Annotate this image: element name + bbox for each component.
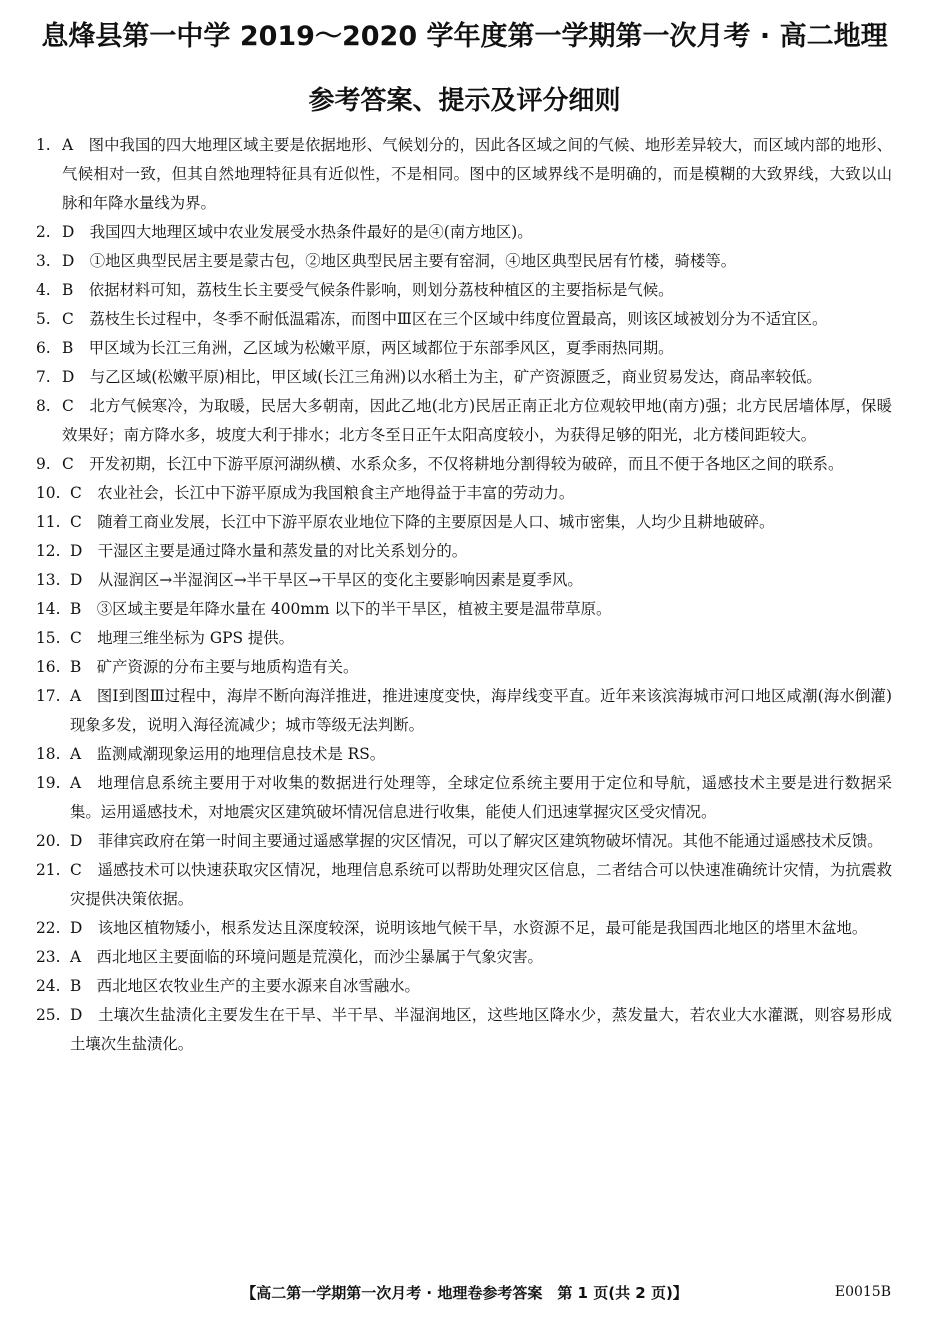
answer-item [36,334,892,363]
answer-item [36,218,892,247]
answer-explanation: 我国四大地理区域中农业发展受水热条件最好的是④(南方地区)。 [89,223,533,241]
answer-explanation: 开发初期，长江中下游平原河湖纵横、水系众多，不仅将耕地分割得较为破碎，而且不便于各地区之间的联系。 [89,455,844,473]
answer-explanation: 图Ⅰ到图Ⅲ过程中，海岸不断向海洋推进，推进速度变快，海岸线变平直。近年来该滨海城市河口地区咸潮(海水倒灌)现象多发，说明入海径流减少；城市等级无法判断。 [70,687,892,734]
answer-explanation: 西北地区主要面临的环境问题是荒漠化，而沙尘暴属于气象灾害。 [96,948,543,966]
page-footer: 【高二第一学期第一次月考 · 地理卷参考答案 第 1 页(共 2 页)】 [241,1284,688,1302]
answer-choice: B [62,281,74,299]
answer-number: 7. [36,368,51,386]
answer-item [36,856,892,914]
answer-explanation: 与乙区域(松嫩平原)相比，甲区域(长江三角洲)以水稻土为主，矿产资源匮乏，商业贸易发达，商品率较低。 [89,368,822,386]
page-title: 息烽县第一中学 2019～2020 学年度第一学期第一次月考 · 高二地理 [41,21,888,52]
answer-number: 23. [36,948,61,966]
answer-item [36,392,892,450]
answer-choice: C [62,455,74,473]
answer-explanation: ①地区典型民居主要是蒙古包，②地区典型民居主要有窑洞，④地区典型民居有竹楼，骑楼等。 [89,252,737,270]
answer-number: 22. [36,919,61,937]
answer-number: 1. [36,136,51,154]
answer-item [36,131,892,218]
answer-choice: A [70,774,82,792]
answer-choice: C [62,397,74,415]
answer-choice: D [70,919,83,937]
answer-item [36,740,892,769]
answer-item [36,914,892,943]
answer-number: 9. [36,455,51,473]
answer-number: 20. [36,832,61,850]
answer-explanation: 甲区域为长江三角洲，乙区域为松嫩平原，两区域都位于东部季风区，夏季雨热同期。 [88,339,674,357]
answer-choice: B [70,977,82,995]
answer-choice: C [62,310,74,328]
answer-explanation: ③区域主要是年降水量在 400mm 以下的半干旱区，植被主要是温带草原。 [96,600,612,618]
answer-item [36,450,892,479]
answer-choice: A [70,948,82,966]
answer-number: 14. [36,600,61,618]
answer-explanation: 荔枝生长过程中，冬季不耐低温霜冻，而图中Ⅲ区在三个区域中纬度位置最高，则该区域被划分为不适宜区。 [89,310,828,328]
answer-choice: D [62,368,75,386]
answer-explanation: 地理三维坐标为 GPS 提供。 [97,629,295,647]
answer-explanation: 地理信息系统主要用于对收集的数据进行处理等，全球定位系统主要用于定位和导航，遥感技术主要是进行数据采集。运用遥感技术，对地震灾区建筑破坏情况信息进行收集，能使人们迅速掌握灾区受灾情况。 [70,774,892,821]
answer-number: 5. [36,310,51,328]
answer-number: 17. [36,687,61,705]
answer-choice: C [70,861,82,879]
answer-number: 21. [36,861,61,879]
answer-explanation: 西北地区农牧业生产的主要水源来自冰雪融水。 [96,977,420,995]
answer-choice: D [70,571,83,589]
answer-number: 4. [36,281,51,299]
answer-number: 11. [36,513,61,531]
answer-choice: D [70,832,83,850]
answer-item [36,972,892,1001]
answer-choice: A [62,136,74,154]
answer-item [36,508,892,537]
answer-number: 18. [36,745,61,763]
answer-item [36,595,892,624]
answer-number: 2. [36,223,51,241]
answer-item [36,769,892,827]
answer-choice: A [70,745,82,763]
answer-choice: A [70,687,82,705]
answer-item [36,624,892,653]
answer-number: 19. [36,774,61,792]
page-subtitle: 参考答案、提示及评分细则 [308,86,621,116]
answer-item [36,537,892,566]
answer-item [36,276,892,305]
answer-item [36,682,892,740]
answer-explanation: 该地区植物矮小，根系发达且深度较深，说明该地气候干旱，水资源不足，最可能是我国西北地区的塔里木盆地。 [97,919,868,937]
answer-item [36,479,892,508]
answer-item [36,1001,892,1059]
answer-number: 15. [36,629,61,647]
answer-number: 13. [36,571,61,589]
answer-item [36,827,892,856]
answer-choice: C [70,629,82,647]
answer-number: 24. [36,977,61,995]
answer-explanation: 北方气候寒冷，为取暖，民居大多朝南，因此乙地(北方)民居正南正北方位观较甲地(南方)强；北方民居墙体厚，保暖效果好；南方降水多，坡度大利于排水；北方冬至日正午太阳高度较小，为获得足够的阳光，北方楼间距较大。 [62,397,892,444]
answer-item [36,653,892,682]
answer-item [36,566,892,595]
answer-explanation: 从湿润区→半湿润区→半干旱区→干旱区的变化主要影响因素是夏季风。 [97,571,583,589]
answer-explanation: 农业社会，长江中下游平原成为我国粮食主产地得益于丰富的劳动力。 [97,484,575,502]
answer-choice: C [70,484,82,502]
answer-number: 10. [36,484,61,502]
answer-item [36,363,892,392]
answer-choice: B [62,339,74,357]
answer-choice: C [70,513,82,531]
answer-explanation: 依据材料可知，荔枝生长主要受气候条件影响，则划分荔枝种植区的主要指标是气候。 [88,281,674,299]
answer-choice: B [70,658,82,676]
answer-explanation: 矿产资源的分布主要与地质构造有关。 [96,658,359,676]
answer-number: 25. [36,1006,61,1024]
answer-explanation: 遥感技术可以快速获取灾区情况，地理信息系统可以帮助处理灾区信息，二者结合可以快速准确统计灾情，为抗震救灾提供决策依据。 [70,861,892,908]
answer-item [36,305,892,334]
answer-choice: D [70,542,83,560]
answer-item [36,943,892,972]
answer-choice: D [62,252,75,270]
answer-explanation: 干湿区主要是通过降水量和蒸发量的对比关系划分的。 [97,542,468,560]
answer-explanation: 图中我国的四大地理区域主要是依据地形、气候划分的，因此各区域之间的气候、地形差异较大，而区域内部的地形、气候相对一致，但其自然地理特征具有近似性，不是相同。图中的区域界线不是明确的，而是模糊的大致界线，大致以山脉和年降水量线为界。 [62,136,892,212]
answer-number: 16. [36,658,61,676]
answer-explanation: 菲律宾政府在第一时间主要通过遥感掌握的灾区情况，可以了解灾区建筑物破坏情况。其他不能通过遥感技术反馈。 [97,832,883,850]
answer-list [36,131,892,1059]
answer-explanation: 土壤次生盐渍化主要发生在干旱、半干旱、半湿润地区，这些地区降水少，蒸发量大，若农业大水灌溉，则容易形成土壤次生盐渍化。 [70,1006,892,1053]
document-code: E0015B [834,1284,891,1300]
answer-choice: D [62,223,75,241]
answer-explanation: 监测咸潮现象运用的地理信息技术是 RS。 [96,745,386,763]
answer-choice: D [70,1006,83,1024]
answer-item [36,247,892,276]
answer-number: 6. [36,339,51,357]
answer-choice: B [70,600,82,618]
answer-number: 8. [36,397,51,415]
answer-explanation: 随着工商业发展，长江中下游平原农业地位下降的主要原因是人口、城市密集，人均少且耕地破碎。 [97,513,775,531]
answer-number: 3. [36,252,51,270]
answer-number: 12. [36,542,61,560]
